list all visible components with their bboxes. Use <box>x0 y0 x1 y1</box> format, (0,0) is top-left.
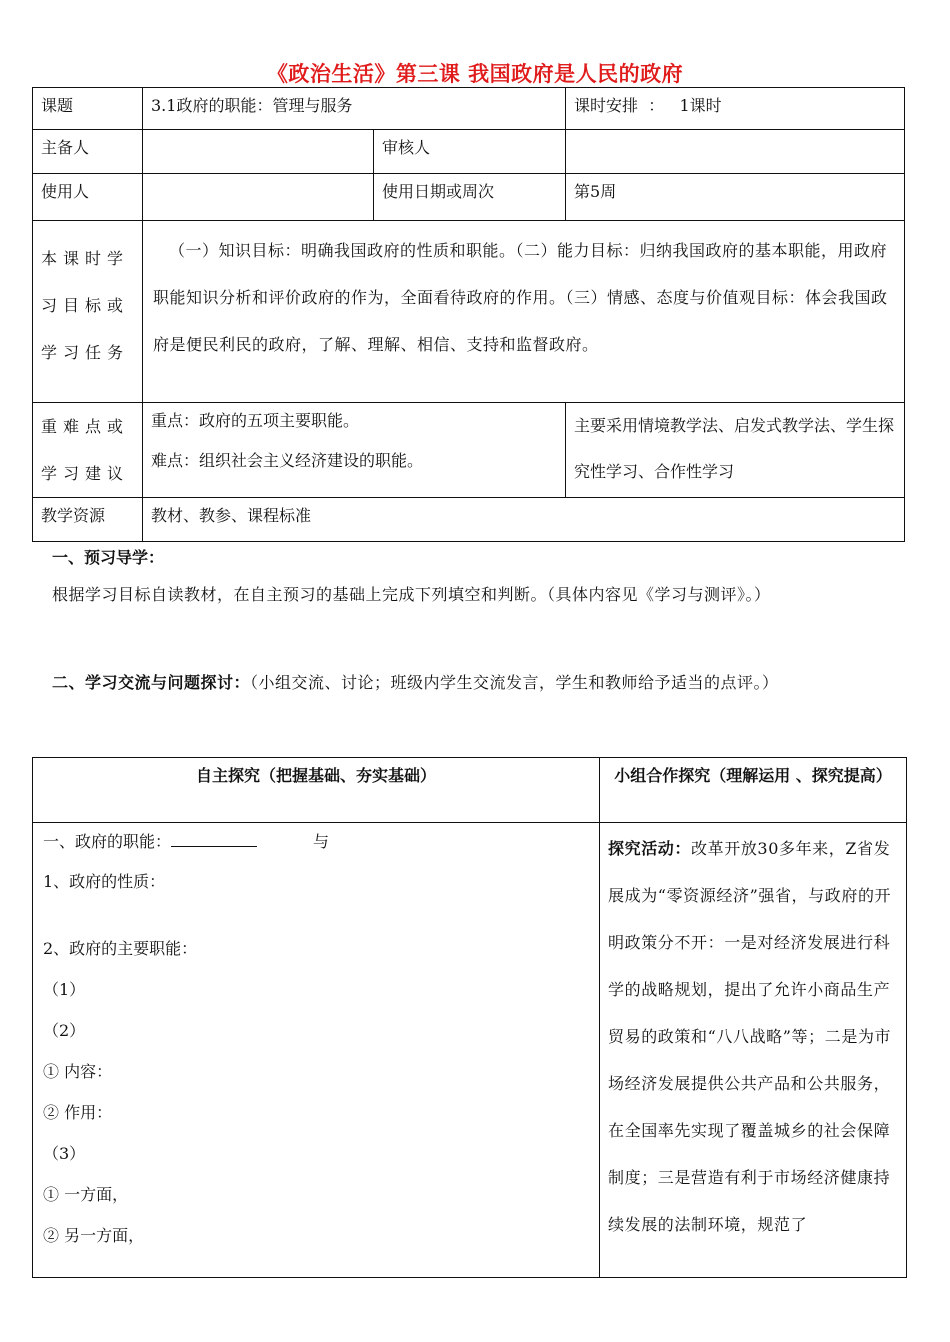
resources-value: 教材、教参、课程标准 <box>151 506 312 525</box>
activity-label: 探究活动： <box>608 839 692 858</box>
left-line: ② 另一方面， <box>43 1226 145 1245</box>
user-label: 使用人 <box>41 182 90 201</box>
lesson-info-table <box>32 87 905 542</box>
topic-value-cell <box>143 88 566 130</box>
function-intro-label: 一、政府的职能： <box>43 832 172 851</box>
left-line: 1、政府的性质： <box>43 872 166 891</box>
date-label: 使用日期或周次 <box>382 182 495 201</box>
left-line: ① 内容： <box>43 1062 113 1081</box>
left-line: 2、政府的主要职能： <box>43 939 198 958</box>
preparer-value <box>143 130 373 142</box>
self-study-content <box>33 823 599 1256</box>
goals-text: （一）知识目标：明确我国政府的性质和职能。（二）能力目标：归纳我国政府的基本职能，用政府职能知识分析和评价政府的作为，全面看待政府的作用。（三）情感、态度与价值观目标：体会我国政府是便民利民的政府，了解、理解、相信、支持和监督政府。 <box>153 241 888 354</box>
left-line: ② 作用： <box>43 1103 113 1122</box>
activity-content <box>600 823 906 1250</box>
resources-label: 教学资源 <box>41 506 106 525</box>
fill-blank <box>171 828 257 847</box>
teaching-method: 主要采用情境教学法、启发式教学法、学生探究性学习、合作性学习 <box>574 416 895 481</box>
left-line: （3） <box>43 1144 86 1163</box>
topic-label-cell <box>33 88 143 130</box>
self-study-header: 自主探究（把握基础、夯实基础） <box>195 766 436 785</box>
section-2 <box>52 660 902 706</box>
function-intro <box>43 823 589 861</box>
reviewer-label: 审核人 <box>382 138 431 157</box>
group-study-header: 小组合作探究（理解运用 、探究提高） <box>614 766 892 785</box>
goals-label: 本课时学习目标或学习任务 <box>41 249 130 362</box>
key-point: 重点：政府的五项主要职能。 <box>151 411 360 430</box>
page-title: 《政治生活》第三课 我国政府是人民的政府 <box>266 62 684 86</box>
section-2-text: （小组交流、讨论；班级内学生交流发言，学生和教师给予适当的点评。） <box>250 673 779 692</box>
section-1-heading: 一、预习导学： <box>52 548 165 567</box>
function-intro-and: 与 <box>313 832 330 851</box>
user-value <box>143 174 373 186</box>
left-line: （2） <box>43 1021 86 1040</box>
section-2-heading: 二、学习交流与问题探讨： <box>52 673 251 692</box>
activity-text: 改革开放30多年来，Z省发展成为“零资源经济”强省，与政府的开明政策分不开：一是对经济发展进行科学的战略规划，提出了允许小商品生产贸易的政策和“八八战略”等；二是为市场经济发展提供公共产品和公共服务，在全国率先实现了覆盖城乡的社会保障制度；三是营造有利于市场经济健康持续发展的法制环境，规范了 <box>608 839 892 1234</box>
schedule-label: 课时安排 ： 1课时 <box>574 96 722 115</box>
difficult-point: 难点：组织社会主义经济建设的职能。 <box>151 451 424 470</box>
left-line: ① 一方面， <box>43 1185 129 1204</box>
reviewer-value <box>566 130 904 142</box>
left-line-spacer <box>43 902 589 928</box>
schedule-cell <box>566 88 905 130</box>
preparer-label: 主备人 <box>41 138 90 157</box>
section-1-text: 根据学习目标自读教材，在自主预习的基础上完成下列填空和判断。（具体内容见《学习与测评》。） <box>52 585 771 604</box>
topic-label: 课题 <box>41 96 74 115</box>
left-line: （1） <box>43 980 86 999</box>
exploration-table <box>32 757 907 1278</box>
topic-value: 3.1政府的职能：管理与服务 <box>151 96 353 115</box>
date-value: 第5周 <box>574 182 617 201</box>
key-label: 重难点或学习建议 <box>41 417 130 483</box>
